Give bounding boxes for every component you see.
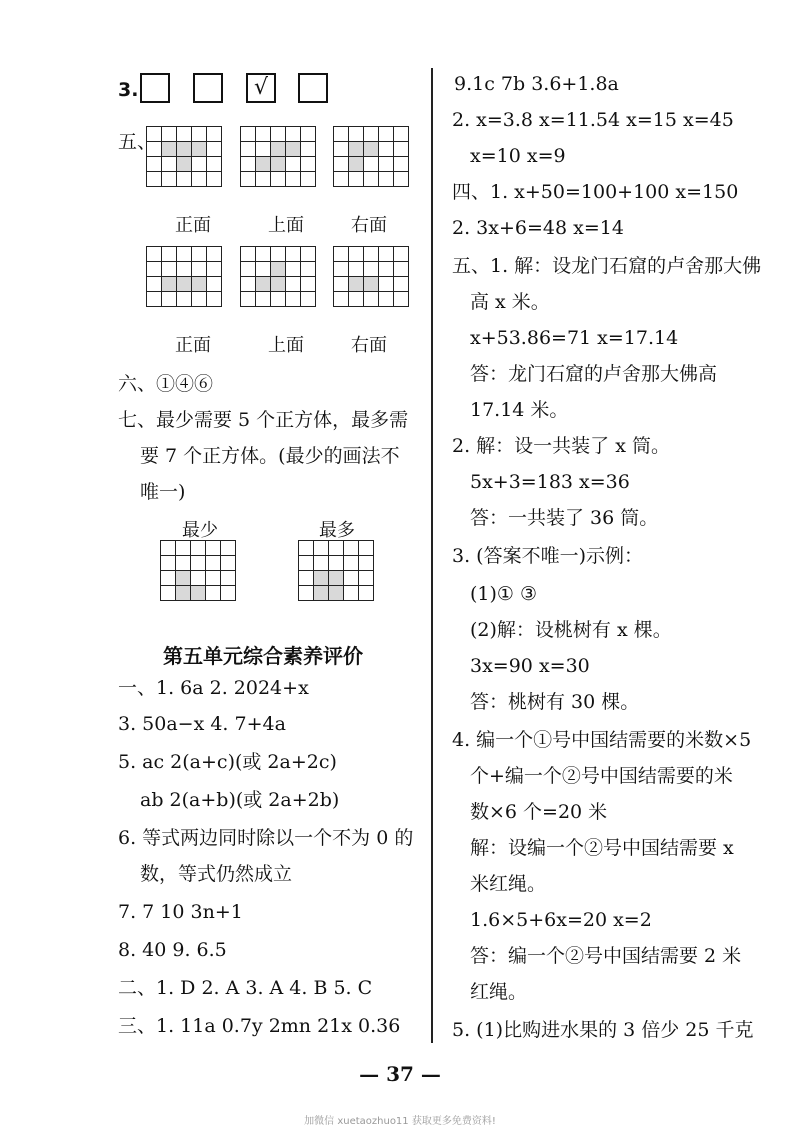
caption-max: 最多 [319, 520, 355, 541]
right-line-21: 数×6 个=20 米 [470, 801, 608, 823]
right-line-15: (1)① ③ [470, 583, 538, 605]
answer-box-1 [140, 73, 170, 103]
right-line-25: 答：编一个②号中国结需要 2 米 [470, 945, 742, 967]
section-1-answers-g: 7. 7 10 3n+1 [118, 901, 243, 923]
right-line-20: 个+编一个②号中国结需要的米 [470, 765, 733, 787]
grid-top-2 [240, 246, 316, 307]
section-1-answers-f: 数，等式仍然成立 [140, 863, 293, 885]
right-line-1: 9.1c 7b 3.6+1.8a [454, 73, 619, 95]
right-line-19: 4. 编一个①号中国结需要的米数×5 [452, 729, 752, 751]
answer-box-2 [193, 73, 223, 103]
caption-min: 最少 [182, 520, 218, 541]
right-line-13: 答：一共装了 36 筒。 [470, 507, 659, 529]
grid-top-1 [240, 126, 316, 187]
caption-right-2: 右面 [351, 335, 387, 356]
grid-front-1 [146, 126, 222, 187]
grid-front-2 [146, 246, 222, 307]
caption-top-2: 上面 [268, 335, 304, 356]
right-line-7: 高 x 米。 [470, 291, 550, 313]
right-line-17: 3x=90 x=30 [470, 655, 590, 677]
q7-line-2: 要 7 个正方体。(最少的画法不 [140, 445, 400, 467]
section-1-answers-e: 6. 等式两边同时除以一个不为 0 的 [118, 827, 414, 849]
section-1-answers-c: 5. ac 2(a+c)(或 2a+2c) [118, 751, 337, 773]
q6-answer: 六、①④⑥ [118, 373, 214, 395]
caption-front-1: 正面 [175, 215, 211, 236]
section-1-answers-d: ab 2(a+b)(或 2a+2b) [140, 789, 340, 811]
q3-label: 3. [118, 79, 139, 101]
right-line-12: 5x+3=183 x=36 [470, 471, 630, 493]
right-line-14: 3. (答案不唯一)示例： [452, 545, 643, 567]
caption-top-1: 上面 [268, 215, 304, 236]
page-number: — 37 — [359, 1062, 441, 1086]
right-line-6: 五、1. 解：设龙门石窟的卢舍那大佛 [452, 255, 762, 277]
right-line-2: 2. x=3.8 x=11.54 x=15 x=45 [452, 109, 734, 131]
grid-min [160, 540, 236, 601]
right-line-5: 2. 3x+6=48 x=14 [452, 217, 624, 239]
grid-right-1 [333, 126, 409, 187]
unit-title: 第五单元综合素养评价 [163, 644, 363, 668]
section-1-answers-a: 一、1. 6a 2. 2024+x [118, 677, 309, 699]
watermark: 加微信 xuetaozhuo11 获取更多免费资料! [304, 1116, 496, 1127]
right-line-10: 17.14 米。 [470, 399, 569, 421]
right-line-16: (2)解：设桃树有 x 棵。 [470, 619, 672, 641]
column-divider [431, 68, 433, 1043]
q7-line-1: 七、最少需要 5 个正方体，最多需 [118, 409, 409, 431]
answer-box-3-checked: √ [246, 73, 276, 103]
section-1-answers-h: 8. 40 9. 6.5 [118, 939, 227, 961]
section-3-answers: 三、1. 11a 0.7y 2mn 21x 0.36 [118, 1015, 401, 1037]
right-line-11: 2. 解：设一共装了 x 筒。 [452, 435, 670, 457]
section-2-answers: 二、1. D 2. A 3. A 4. B 5. C [118, 977, 373, 999]
right-line-8: x+53.86=71 x=17.14 [470, 327, 679, 349]
right-line-18: 答：桃树有 30 棵。 [470, 691, 640, 713]
answer-box-4 [298, 73, 328, 103]
q7-line-3: 唯一) [140, 481, 186, 503]
right-line-27: 5. (1)比购进水果的 3 倍少 25 千克 [452, 1019, 754, 1041]
right-line-3: x=10 x=9 [470, 145, 566, 167]
grid-max [298, 540, 374, 601]
right-line-4: 四、1. x+50=100+100 x=150 [452, 181, 739, 203]
right-line-26: 红绳。 [470, 981, 528, 1003]
right-line-24: 1.6×5+6x=20 x=2 [470, 909, 652, 931]
q5-label: 五、 [118, 131, 157, 153]
right-line-23: 米红绳。 [470, 873, 547, 895]
caption-front-2: 正面 [175, 335, 211, 356]
caption-right-1: 右面 [351, 215, 387, 236]
section-1-answers-b: 3. 50a−x 4. 7+4a [118, 713, 286, 735]
grid-right-2 [333, 246, 409, 307]
right-line-22: 解：设编一个②号中国结需要 x [470, 837, 734, 859]
right-line-9: 答：龙门石窟的卢舍那大佛高 [470, 363, 718, 385]
